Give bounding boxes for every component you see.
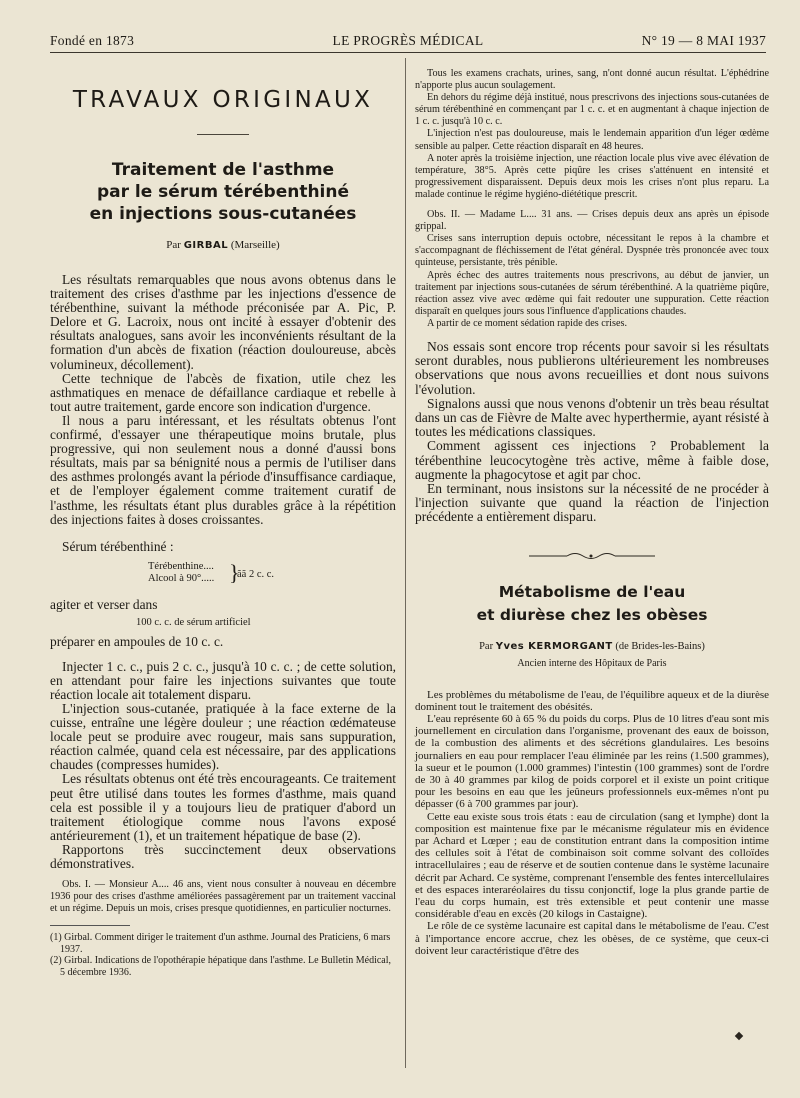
formula-block [50,561,396,591]
instruction-line: agiter et verser dans [50,596,158,612]
column-divider [405,58,406,1068]
article2-title-line: Métabolisme de l'eau [498,582,686,601]
section-title: TRAVAUX ORIGINAUX [72,87,374,113]
formula-line: Alcool à 90°..... [148,572,215,584]
article2-title [415,581,769,627]
formula-line: Térébenthine.... [148,560,214,572]
ornament-divider [415,549,769,561]
brace-glyph: } [229,559,240,585]
running-header [50,33,766,49]
observation-text: A partir de ce moment sédation rapide des crises. [427,317,628,329]
paragraph: L'eau représente 60 à 65 % du poids du corps. Plus de 10 litres d'eau sont mis journellement en circulation dans l'organisme, provenant des eaux de boisson, de la combustion des aliments et des sécrétions glandulaires. Les besoins journaliers en eau pour remplacer l'eau éliminée par les reins (1.500 grammes), la sueur et le poumon (1.000 grammes) l'intestin (100 grammes) sont de l'ordre de 30 à 40 grammes par kilog de poids corporel et il existe un point critique pour les besoins en eau que les jeûneurs professionnels eux-mêmes n'ont pu dépasser (6 à 700 grammes par jour). [415,713,769,811]
article2-byline [415,641,769,652]
paragraph: Cette technique de l'abcès de fixation, utile chez les asthmatiques en menace de défaillance cardiaque et rebelle à tout autre traitement, garde encore son indication d'urgence. [50,370,396,414]
observation-text: Crises sans interruption depuis octobre, nécessitant le repos à la chambre et s'accompagnant de fléchissement de l'état général. Dyspnée très prononcée avec toux quinteuse, persistante, très pénible. [415,233,769,269]
author-place: (de Brides-les-Bains) [615,640,705,652]
header-rule [50,52,766,53]
formula-quantity: ãã 2 c. c. [237,568,275,580]
founded-line: Fondé en 1873 [50,33,135,48]
title-rule [197,134,249,135]
paragraph: Rapportons très succinctement deux observations démonstratives. [50,841,396,871]
author-title: Ancien interne des Hôpitaux de Paris [517,657,667,669]
right-column [415,60,769,957]
footnote-rule [50,925,130,926]
paragraph: Les problèmes du métabolisme de l'eau, de l'équilibre aqueux et de la diurèse dominent tout le traitement des obésités. [415,688,769,713]
paragraph: Les résultats obtenus ont été très encourageants. Ce traitement peut être utilisé dans toutes les formes d'asthme, mais quand cela est possible il y a toujours lieu de pratiquer d'abord un traitement étiologique comme nous l'avons exposé antérieurement (1), et un traitement hépatique de base (2). [50,771,396,843]
observation-1: Obs. I. — Monsieur A.... 46 ans, vient nous consulter à nouveau en décembre 1936 pour des crises d'asthme améliorées passagèrement par un traitement vaccinal et un régime. Depuis un mois, crises presque quotidiennes, en particulier nocturnes. [50,879,396,915]
paragraph: Il nous a paru intéressant, et les résultats obtenus l'ont confirmé, d'essayer une thérapeutique moins brutale, plus progressive, qui non seulement nous a donné d'aussi bons résultats, mais par sa bénignité nous a permis de l'utiliser dans des asthmes prolongés avant la période d'insuffisance cardiaque, et de l'employer également comme traitement curatif de l'asthme, les résultats étant plus durables grâce à la répétition des injections faites à doses croissantes. [50,412,396,527]
author-affiliation: (Marseille) [230,239,280,251]
footnote: (1) Girbal. Comment diriger le traitement d'un asthme. Journal des Praticiens, 6 mars 1937. [50,932,391,955]
article1-title-line: Traitement de l'asthme [111,160,335,180]
ornament-icon [527,550,657,562]
paragraph: L'injection sous-cutanée, pratiquée à la face externe de la cuisse, entraîne une légère douleur ; une réaction œdémateuse locale peut se produire avec rougeur, mais sans suppuration, réaction calmée, quand cela est nécessaire, par des applications chaudes (compresses humides). [50,700,396,773]
continuation-diamond-icon [735,1032,743,1040]
article1-byline [50,239,396,251]
author-name: GIRBAL [183,240,229,251]
article1-title [50,159,396,225]
conclusion-paragraph: Comment agissent ces injections ? Probablement la térébenthine leucocytogène très active, même à faible dose, augmente la phagocytose et agit par choc. [415,438,769,482]
observation-2: Obs. II. — Madame L.... 31 ans. — Crises depuis deux ans après un épisode grippal. [415,209,769,233]
conclusion-paragraph: En terminant, nous insistons sur la nécessité de ne procéder à l'injection suivante que quand la réaction de l'injection précédente a entièrement disparu. [415,481,769,525]
left-column [50,60,396,978]
journal-name: LE PROGRÈS MÉDICAL [332,33,484,48]
observation-text: Après échec des autres traitements nous prescrivons, au début de janvier, un traitement par injections sous-cutanées de sérum térébenthiné. A la quatrième piqûre, réaction assez vive avec œdème qui fait redouter une suppuration. Cette réaction disparaît en quelques jours sous l'influence d'applications chaudes. [415,269,769,317]
observation-text: L'injection n'est pas douloureuse, mais le lendemain apparition d'un léger œdème sensible au palper. Cette réaction disparaît en 48 heures. [415,128,769,152]
article2-title-line: et diurèse chez les obèses [476,605,708,624]
paragraph: Cette eau existe sous trois états : eau de circulation (sang et lymphe) dont la composition est maintenue fixe par le mécanisme régulateur mis en évidence par Achard et Lœper ; eau de constitution entrant dans la composition intime des cellules soit à l'état de combinaison soit comme solvant des colloïdes intracellulaires ; eau de réserve et de soutien contenue dans le système lacunaire décrit par Achard. Ce système, comprenant l'ensemble des fentes intercellulaires et des espaces interaréolaires du tissu conjonctif, loge la plus grande partie de l'eau du corps humain, est très extensible et peut contenir une masse considérable d'eau en excès (20 kilogs in Castaigne). [415,810,769,921]
paragraph: Injecter 1 c. c., puis 2 c. c., jusqu'à 10 c. c. ; de cette solution, en attendant pour faire les injections suivantes que toute réaction locale ait totalement disparu. [50,658,396,702]
byline-prefix: Par [166,239,181,251]
serum-heading: Sérum térébenthiné : [62,538,174,554]
serum-quantity: 100 c. c. de sérum artificiel [136,616,251,628]
article1-title-line: en injections sous-cutanées [89,204,357,224]
paragraph: Le rôle de ce système lacunaire est capital dans le métabolisme de l'eau. C'est à l'importance encore accrue, chez les obèses, de ce système, que ceux-ci doivent leur caractéristique d'être des [415,920,769,957]
byline-prefix: Par [479,640,494,652]
observation-text: A noter après la troisième injection, une réaction locale plus vive avec élévation de température, 38°5. Après cette piqûre les crises s'atténuent en intensité et progressivement disparaissent. Depuis deux mois les crises n'ont plus reparu. La malade continue le régime hygiéno-diététique prescrit. [415,152,769,200]
article1-title-line: par le sérum térébenthiné [96,182,350,202]
conclusion-paragraph: Nos essais sont encore trop récents pour savoir si les résultats seront durables, nous publierons ultérieurement les nombreuses observations que nous avons recueillies et dont nous suivons l'évolution. [415,338,769,397]
observation-text: Tous les examens crachats, urines, sang, n'ont donné aucun résultat. L'éphédrine n'apporte plus aucun soulagement. [415,68,769,92]
footnote: (2) Girbal. Indications de l'opothérapie hépatique dans l'asthme. Le Bulletin Médical, 5 décembre 1936. [50,955,392,978]
observation-text: En dehors du régime déjà institué, nous prescrivons des injections sous-cutanées de sérum térébenthiné en commençant par 1 c. c. et en augmentant à chaque injection de 1 c. c. jusqu'à 10 c. c. [415,92,769,128]
paragraph: Les résultats remarquables que nous avons obtenus dans le traitement des crises d'asthme par les injections d'essence de térébenthine, suivant la méthode préconisée par A. Pic, P. Delore et G. Lacroix, nous ont incité à essayer d'obtenir des résultats analogues, sans avoir les inconvénients résultant de la formation d'un abcès de fixation (réaction douloureuse, abcès volumineux, décollement). [50,272,396,372]
instruction-line: préparer en ampoules de 10 c. c. [50,633,224,649]
issue-number-date: N° 19 — 8 MAI 1937 [641,33,766,48]
author-name: Yves KERMORGANT [495,640,613,652]
conclusion-paragraph: Signalons aussi que nous venons d'obtenir un très beau résultat dans un cas de Fièvre de Malte avec hyperthermie, ayant résisté à toutes les médications classiques. [415,395,769,440]
